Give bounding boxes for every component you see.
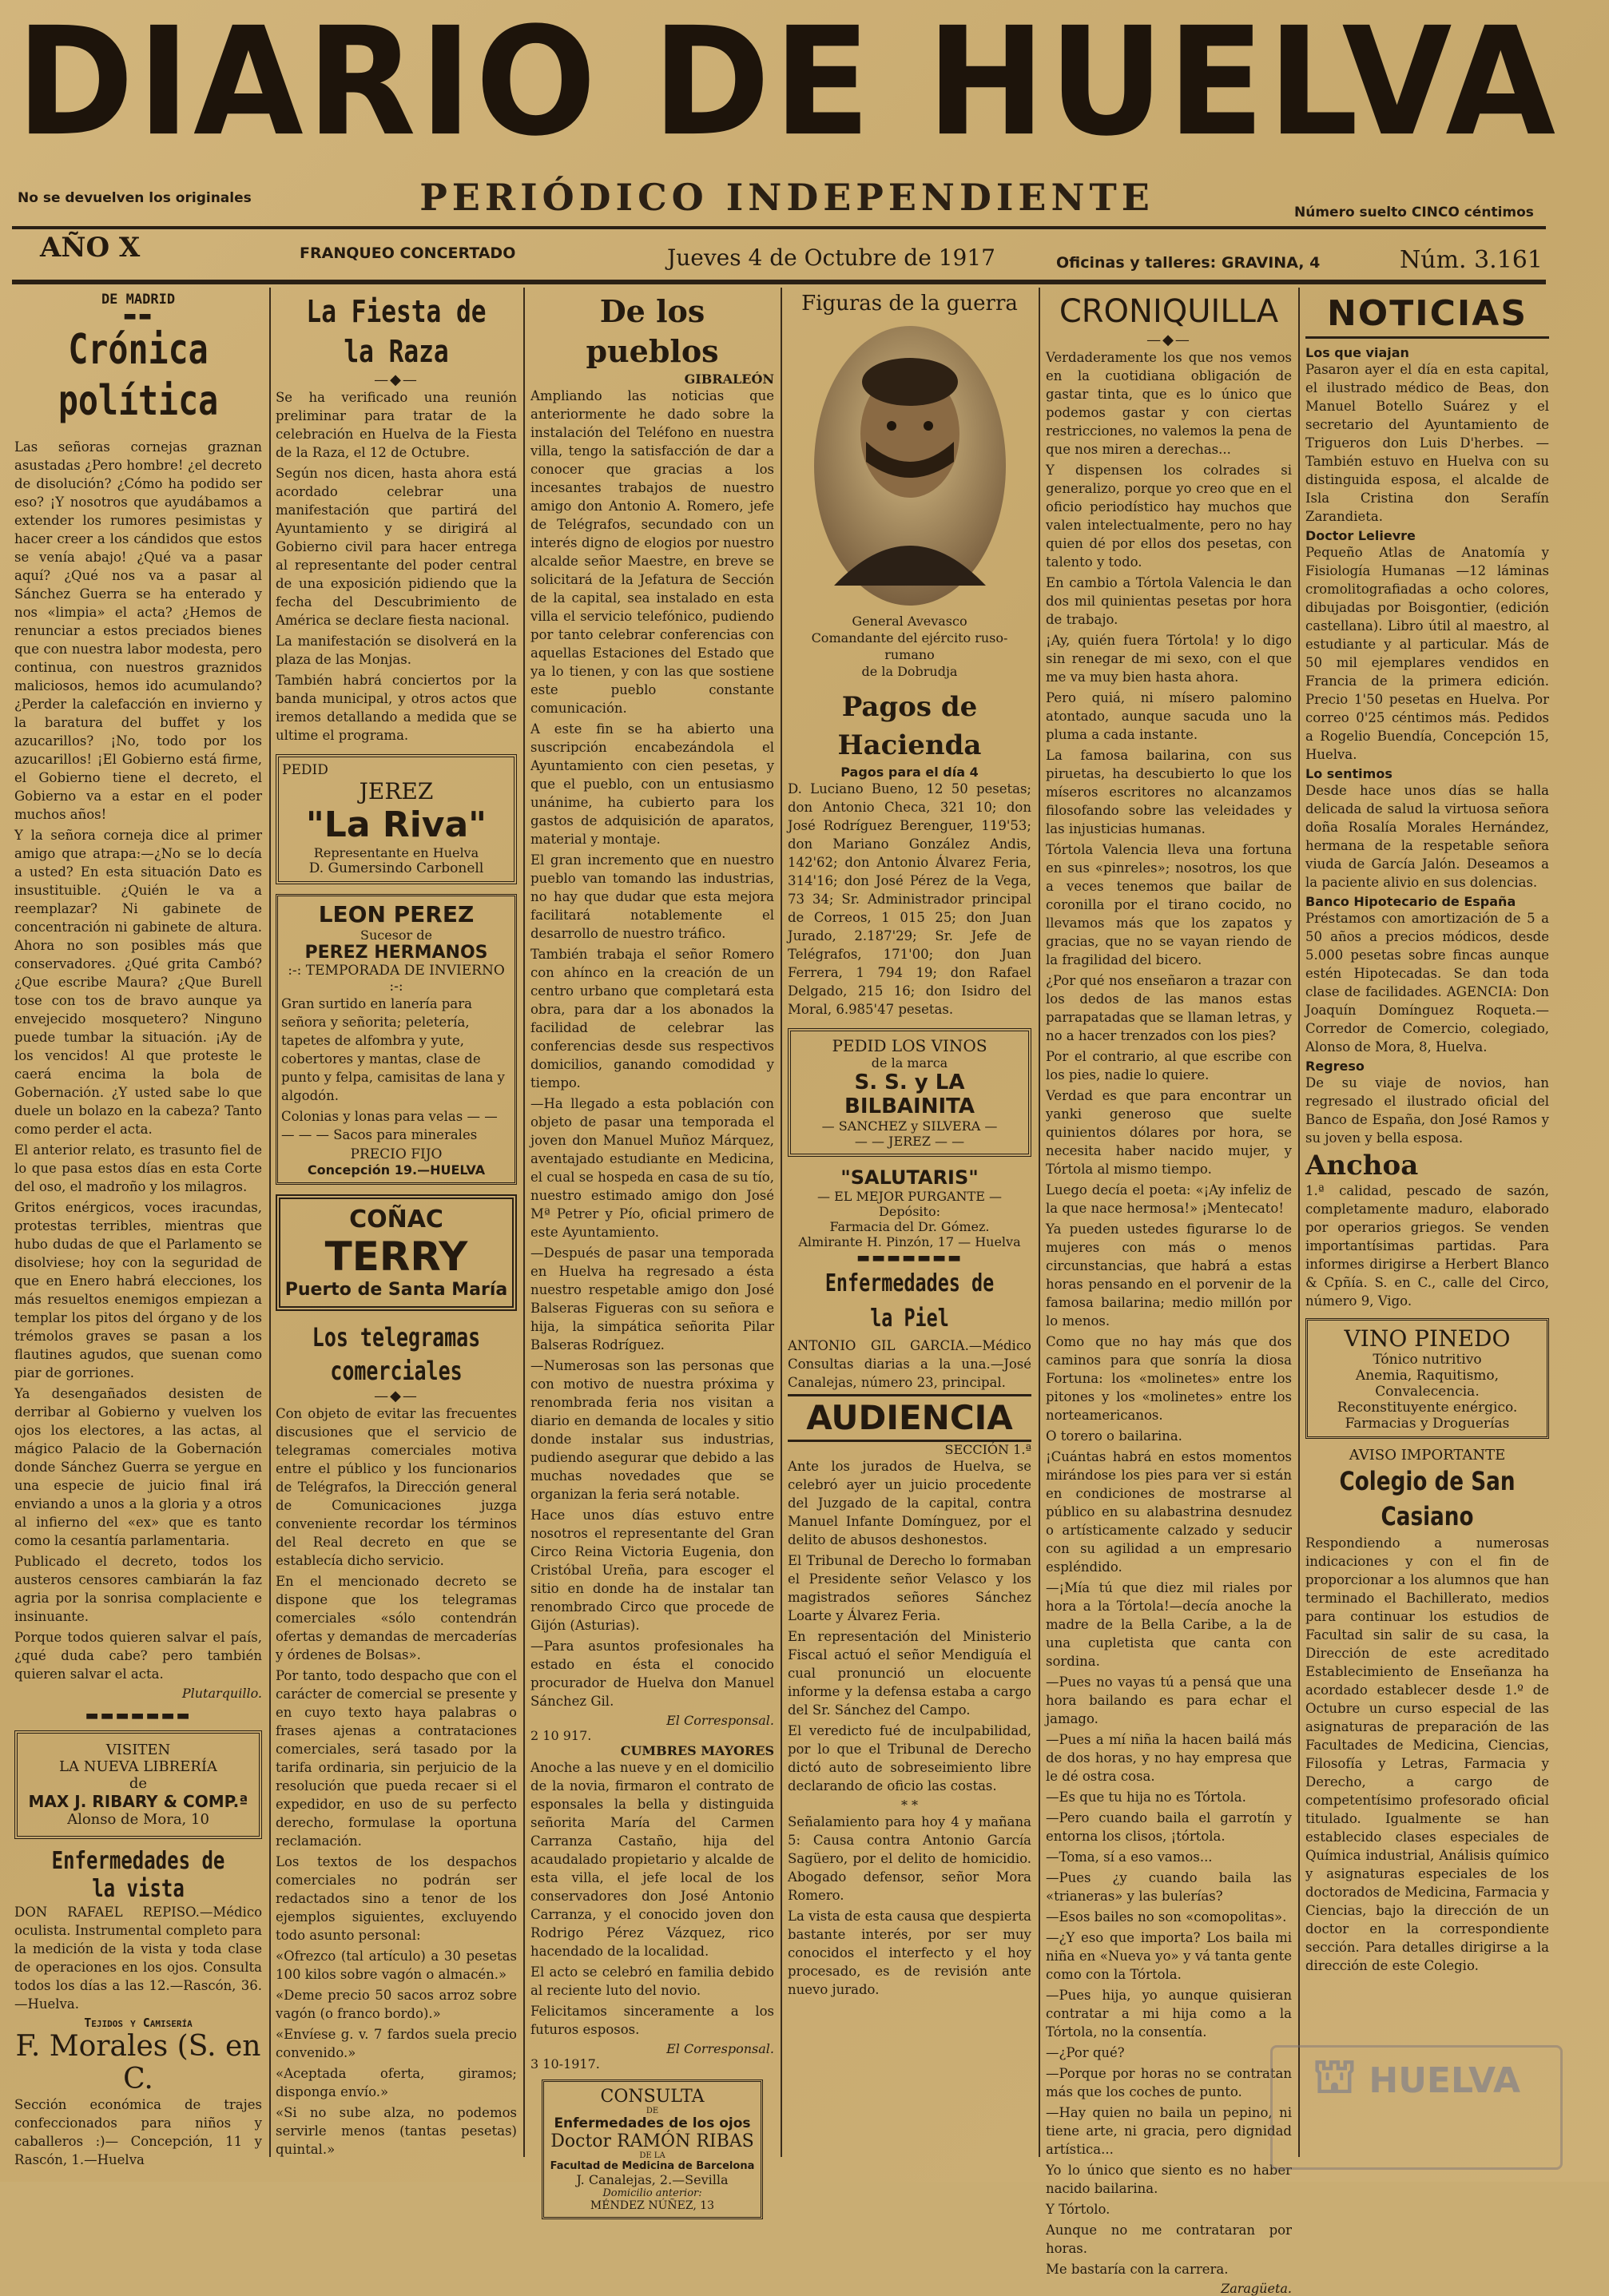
column-croniquilla [1046,292,1292,2296]
article-title: Figuras de la guerra [801,292,1018,316]
paragraph: El veredicto fué de inculpabilidad, por lo que el Tribunal de Derecho dictó auto de sobreseimiento libre declarando de oficio las costas. [788,1723,1031,1794]
ad-line: Doctor RAMÓN RIBAS [550,2131,754,2151]
left-note: No se devuelven los originales [18,190,252,206]
paragraph: Pasaron ayer el día en esta capital, el ilustrado médico de Beas, don Manuel Botello Suárez y el secretario del Ayuntamiento de Trigueros don Luis D'herbes. —También estuvo en Huelva con su distinguida esposa, el alcalde de Isla Cristina don Serafín Zarandieta. [1305,362,1549,524]
top-rule [12,226,1546,229]
ad-line: DE LA [639,2151,665,2160]
paragraph: —Después de pasar una temporada en Huelva ha regresado a ésta nuestro respetable amigo don José Balseras Figueras con su señora e hija, la simpática señorita Pilar Balseras Rodríguez. [530,1245,774,1353]
issue-date: Jueves 4 de Octubre de 1917 [667,244,995,271]
ad-line: Tónico nutritivo [1373,1352,1482,1368]
signature: Plutarquillo. [181,1686,262,1701]
ad-line: VINO PINEDO [1344,1325,1511,1352]
news-heading: Doctor Lelievre [1305,528,1416,543]
paragraph: DON RAFAEL REPISO.—Médico oculista. Instrumental completo para la medición de la vista y toda clase de operaciones en los ojos. Consulta todos los días a las 12.—Rascón, 36.—Huelva. [14,1905,262,2012]
ad-line: JEREZ [359,778,434,804]
separator: * * [900,1797,919,1813]
riva-ad [276,754,517,884]
paragraph: Pequeño Atlas de Anatomía y Fisiología Humanas —12 láminas cromolitografiadas a ocho colores, dibujadas por Boisgontier, (edición castellana). Libro útil al maestro, al estudiante y al particular. Más de 50 mil ejemplares vendidos en Francia de la primera edición. Precio 1'50 pesetas en Huelva. Por correo 0'25 céntimos más. Pedidos a Rogelio Buendía, Concepción 15, Huelva. [1305,545,1549,762]
place-name: CUMBRES MAYORES [620,1743,774,1758]
kicker: DE MADRID [101,292,176,308]
column-noticias [1305,292,1549,2153]
ad-line: LEON PEREZ [318,901,475,928]
paragraph: También habrá conciertos por la banda municipal, y otros actos que iremos detallando a medida que se ultime el programa. [276,673,517,743]
paragraph: Me bastaría con la carrera. [1046,2262,1229,2277]
paragraph: Sección económica de trajes confeccionados para niños y caballeros :)— Concepción, 11 y Rascón, 1.—Huelva [14,2097,262,2167]
paragraph: «Deme precio 50 sacos arroz sobre vagón (o franco bordo).» [276,1988,517,2021]
paragraph: Como que no hay más que dos caminos para que sonría la diosa Fortuna: los «molinetes» entre los pitones y los «molinetes» entre los norteamericanos. [1046,1334,1292,1423]
section-title: Enfermedades de la vista [51,1847,225,1903]
paragraph: «Envíese g. v. 7 fardos suela precio convenido.» [276,2027,517,2060]
ad-line: :-: TEMPORADA DE INVIERNO :-: [288,963,505,995]
ad-line: D. Gumersindo Carbonell [308,860,484,876]
ad-line: Farmacia del Dr. Gómez. [829,1219,990,1234]
paragraph: Señalamiento para hoy 4 y mañana 5: Causa contra Antonio García Sagüero, por el delito de homicidio. Abogado defensor, señor Mora Romero. [788,1814,1031,1903]
paragraph: Con objeto de evitar las frecuentes discusiones que el servicio de telegramas comerciales motiva entre el público y los funcionarios de Telégrafos, la Dirección general de Comunicaciones juzga conveniente recordar los términos del Real decreto en que se establecía dicho servicio. [276,1406,517,1568]
section-title: Enfermedades de la Piel [824,1269,995,1333]
ad-line: MÉNDEZ NÚÑEZ, 13 [590,2199,715,2212]
ad-line: S. S. y LA BILBAINITA [844,1071,975,1118]
ad-line: Gran surtido en lanería para señora y señorita; peletería, tapetes de alfombra y yute, cobertores y mantas, clase de punto y felpa, camisitas de lana y algodón. [281,996,505,1103]
section-subtitle: SECCIÓN 1.ª [944,1442,1031,1457]
ad-line: Puerto de Santa María [284,1280,508,1300]
paragraph: —¿Y eso que importa? Los baila mi niña en «Nueva yo» y vá tanta gente como con la Tórtola. [1046,1930,1292,1982]
paragraph: Verdaderamente los que nos vemos en la cuotidiana obligación de gastar tinta, que es lo único que podemos gastar y con ciertas restricciones, no valemos la pena de que nos miren a derechas... [1046,350,1292,457]
paragraph: Y la señora corneja dice al primer amigo que atrapa:—¿No se lo decía a usted? En esta situación Dato es insustituible. ¿Quién le va a reemplazar? Ni gabinete de concentración ni gabinete de altura. Ahora no son posibles más que conservadores. ¿Qué grita Cambó? ¿Que escribe Maura? ¿Que Burell tose con tos de bravo aunque ya envejecido mosquetero? Ninguno puede tumbar la situación. ¡Ay de los vencidos! Al que proteste le caerá encima la bola de Gobernación. ¿Y usted sabe lo que duele un bolazo en la cabeza? Tanto como perder el acta. [14,828,262,1137]
ad-line: Almirante H. Pinzón, 17 — Huelva [798,1234,1021,1249]
salutaris-ad [788,1166,1031,1249]
column-pueblos [530,292,774,2212]
column-figuras [788,292,1031,2153]
ad-line: COÑAC [349,1206,443,1233]
ad-line: PRECIO FIJO [350,1146,443,1162]
paragraph: De su viaje de novios, han regresado el ilustrado oficial del Banco de España, don José Ramos y su joven y bella esposa. [1305,1075,1549,1146]
paragraph: —Pues no vayas tú a pensá que una hora bailando es para echar el jamago. [1046,1674,1292,1726]
column-divider [1298,288,1300,2157]
ad-line: Sucesor de [360,928,432,943]
paragraph: Préstamos con amortización de 5 a 50 años a precios módicos, desde 5.000 pesetas sobre fincas aunque estén Hipotecadas. Se dan toda clase de facilidades. AGENCIA: Don Joaquín Domínguez Roqueta.—Corredor de Comercio, colegiado, Alonso de Mora, 8, Huelva. [1305,911,1549,1055]
dateline: 3 10-1917. [530,2056,600,2072]
article-title: NOTICIAS [1305,292,1549,339]
paragraph: En cambio a Tórtola Valencia le dan dos mil quinientas pesetas por hora de trabajo. [1046,575,1292,627]
ad-line: VISITEN [105,1742,171,1758]
paragraph: También trabaja el señor Romero con ahínco en la creación de un centro urbano que completará esta obra, para dar a los abonados la facilidad de celebrar las conferencias desde sus respectivos domicilios, ganando comodidad y tiempo. [530,947,774,1090]
paragraph: ANTONIO GIL GARCIA.—Médico Consultas diarias a la una.—José Canalejas, número 23, principal. [788,1338,1031,1390]
signature: El Corresponsal. [666,1713,774,1728]
paragraph: ¿Por qué nos enseñaron a trazar con los dedos de las manos estas parrapatadas que se llaman letras, y no a hacer trenzados con los pies? [1046,973,1292,1043]
paragraph: Y Tórtolo. [1046,2202,1110,2217]
paragraph: —Numerosas son las personas que con motivo de nuestra próxima y renombrada feria nos visitan a diario en demanda de locales y sitio donde instalar sus industrias, pudiendo asegurar que debido a las muchas novedades que se organizan la feria será notable. [530,1358,774,1502]
news-heading: Banco Hipotecario de España [1305,894,1516,909]
paragraph: El gran incremento que en nuestro pueblo van tomando las industrias, no hay que dudar que esta mejora facilitará notablemente el desarrollo de nuestro tráfico. [530,852,774,941]
ad-line: "La Riva" [305,804,487,845]
paragraph: O torero o bailarina. [1046,1428,1182,1444]
masthead-subtitle: PERIÓDICO INDEPENDIENTE [419,176,1154,219]
notice-label: AVISO IMPORTANTE [1349,1447,1506,1464]
section-subtitle: Pagos para el día 4 [840,765,979,780]
ribas-ad [542,2080,763,2219]
article-title: De los pueblos [586,293,719,369]
section-title: Pagos de Hacienda [837,691,982,761]
shop-name: F. Morales (S. en C. [15,2030,261,2095]
paragraph: Por el contrario, al que escribe con los pies, nadie lo quiere. [1046,1049,1292,1082]
ornament: —◆— [374,371,419,388]
paragraph: Ante los jurados de Huelva, se celebró ayer un juicio procedente del Juzgado de la capital, contra Manuel Infante Domínguez, por el delito de abusos deshonestos. [788,1459,1031,1547]
vinos-ad [788,1028,1031,1157]
paragraph: Verdad es que para encontrar un yanki generoso que suelte quinientos dólares por hora, se necesita haber nacido mujer, y Tórtola al mismo tiempo. [1046,1088,1292,1177]
library-stamp [1270,2045,1563,2170]
paragraph: D. Luciano Bueno, 12 50 pesetas; don Antonio Checa, 321 10; don José Rodríguez Berenguer, 119'53; don Mariano González Andis, 142'62; don Antonio Álvarez Feria, 314'16; don José Pérez de la Vega, 73 34; Sr. Administrador principal de Correos, 1 015 25; don Juan Jurado, 2.187'29; Sr. Jefe de Telégrafos, 171'00; don Juan Ferrera, 1 794 19; don Rafael Delgado, 215 16; don Isidro del Moral, 6.985'47 pesetas. [788,781,1031,1017]
ornament: —◆— [374,1388,419,1404]
ad-line: — EL MEJOR PURGANTE — [817,1189,1002,1204]
paragraph: —Pues hija, yo aunque quisieran contratar a mi hija como a la Tórtola, no la consentía. [1046,1988,1292,2040]
ad-line: — — JEREZ — — [854,1134,965,1149]
header-rule [12,280,1546,284]
dateline: 2 10 917. [530,1728,592,1743]
ad-line: Representante en Huelva [313,845,479,860]
paragraph: Las señoras cornejas graznan asustadas ¿Pero hombre! ¿el decreto de disolución? ¿Cómo ha podido ser eso? ¡Y nosotros que ayudábamos a extender los rumores pesimistas y hacer creer a los cándidos que estos se venía abajo! ¿Qué va a pasar aquí? ¿Qué nos va a pasar al Sánchez Guerra se ha enterado y nos «limpia» el acta? ¿Hemos de renunciar a estos preciados bienes que con nuestra labor modesta, pero continua, con nuestros graznidos maliciosos, hemos ido acumulando? ¿Perder la calefacción en invierno y la baratura del buffet y los azucarillos? ¡No, todo por los azucarillos! ¡El Gobierno está firme, el Gobierno tiene el decreto, el Gobierno va a estar en el poder muchos años! [14,439,262,822]
paragraph: —Porque por horas no se contratan más que los coches de punto. [1046,2066,1292,2099]
paragraph: «Aceptada oferta, giramos; disponga envío.» [276,2066,517,2099]
paragraph: Los textos de los despachos comerciales no podrán ser redactados sino a tenor de los ejemplos siguientes, excluyendo todo asunto personal: [276,1854,517,1943]
paragraph: ¡Cuántas habrá en estos momentos mirándose los pies para ver si están en condiciones de mostrarse al público en su alabastrina desnudez o artísticamente calzado y seducir con su agilidad a un empresario espléndido. [1046,1449,1292,1575]
ad-line: Domicilio anterior: [602,2187,702,2199]
paragraph: Ya pueden ustedes figurarse lo de mujeres con más o menos circunstancias, que habrá a estas horas pensando en el porvenir de la famosa bailarina; medio millón por lo menos. [1046,1221,1292,1329]
right-note: Número suelto CINCO céntimos [1294,205,1534,220]
paragraph: —Pues a mí niña la hacen bailá más de dos horas, y no hay empresa que le dé ostra cosa. [1046,1732,1292,1784]
paragraph: —Para asuntos profesionales ha estado en ésta el conocido procurador de Huelva don Manuel Sánchez Gil. [530,1639,774,1709]
ad-line: TERRY [324,1233,468,1280]
article-title: CRONIQUILLA [1059,293,1279,330]
paragraph: Luego decía el poeta: «¡Ay infeliz de la que nace hermosa!» ¡Mentecato! [1046,1182,1292,1216]
ornament: ▬▬▬▬▬▬▬ [856,1249,963,1266]
ad-line: LA NUEVA LIBRERÍA [59,1758,217,1775]
paragraph: Publicado el decreto, todos los austeros censores cambiarán la faz agria por la sonrisa complaciente e insinuante. [14,1554,262,1624]
paragraph: Aunque no me contrataran por horas. [1046,2223,1292,2256]
vino-pinedo-ad [1305,1318,1549,1439]
paragraph: Y dispensen los colrades si generalizo, porque yo creo que en el oficio periodístico hay muchos que valen intelectualmente, pero no hay quien dé por ellos dos pesetas, con talento y todo. [1046,463,1292,570]
paragraph: En representación del Ministerio Fiscal actuó el señor Mendiguía el cual pronunció un elocuente informe y la defensa estaba a cargo del Sr. Sánchez del Campo. [788,1629,1031,1718]
paragraph: Anoche a las nueve y en el domicilio de la novia, firmaron el contrato de esponsales la bella y distinguida señorita María del Carmen Carranza Castaño, hija del acaudalado propietario y alcalde de esta villa, el jefe local de los conservadores don José Antonio Carranza, y el conocido joven don Rodrigo Pérez Vázquez, rico hacendado de la localidad. [530,1760,774,1959]
portrait-caption: General Avevasco [852,614,967,629]
paragraph: En el mencionado decreto se dispone que los telegramas comerciales «sólo contendrán ofertas y demandas de mercaderías y órdenes de Bolsas». [276,1574,517,1662]
ad-line: Anemia, Raquitismo, Convalecencia. [1355,1368,1500,1400]
ad-line: MAX J. RIBARY & COMP.ª [28,1792,248,1811]
paragraph: Gritos enérgicos, voces iracundas, protestas terribles, mientras que hubo dudas de que el Parlamento se disolviese; hoy con la seguridad de que en Enero habrá elecciones, los más resueltos enemigos empiezan a templar los pitos del órgano y de los trémolos graves se pasan a los flautines agudos, que suenan como piar de gorriones. [14,1200,262,1380]
ad-line: de [129,1775,148,1792]
paragraph: —Pues ¿y cuando baila las «trianeras» y las bulerías? [1046,1870,1292,1904]
ad-line: de la marca [871,1055,948,1071]
ad-line: Alonso de Mora, 10 [67,1811,209,1828]
paragraph: Pero quiá, ni mísero palomino atontado, aunque sacuda uno la pluma a cada instante. [1046,690,1292,742]
paragraph: —¡Mía tú que diez mil riales por hora a la Tórtola!—decía anoche la madre de la Bella Caribe, a la de una cupletista que canta con sordina. [1046,1580,1292,1669]
signature: El Corresponsal. [666,2041,774,2056]
ad-line: "SALUTARIS" [840,1166,979,1189]
paragraph: Según nos dicen, hasta ahora está acordado celebrar una manifestación que partirá del Ayuntamiento y se dirigirá al Gobierno civil para hacer entrega al representante del poder central de una exposición pidiendo que la fecha del Descubrimiento de América se declare fiesta nacional. [276,466,517,628]
offices-label: Oficinas y talleres: GRAVINA, 4 [1056,254,1321,272]
general-portrait [810,322,1010,610]
paragraph: —Pero cuando baila el garrotín y entorna los clisos, ¡tórtola. [1046,1810,1292,1844]
paragraph: ¡Ay, quién fuera Tórtola! y lo digo sin renegar de mi sexo, con el que me va muy bien hasta ahora. [1046,633,1292,685]
portrait-caption: Comandante del ejército ruso-rumano [811,630,1008,662]
paragraph: Ampliando las noticias que anteriormente he dado sobre la instalación del Teléfono en nuestra villa, tengo la satisfacción de dar a conocer que gracias a los incesantes trabajos de nuestro amigo don Antonio A. Romero, jefe de Telégrafos, secundado con un interés digno de elogios por nuestro alcalde señor Maestre, en breve se solicitará de la Jefatura de Sección de la capital, sea instalado en esta villa el servicio telefónico, pudiendo por tanto celebrar conferencias con aquellas Estaciones del Estado que ya lo tienen, y con las que sostiene este pueblo constante comunicación. [530,388,774,716]
paragraph: Yo lo único que siento es no haber nacido bailarina. [1046,2163,1292,2196]
place-name: GIBRALEÓN [684,371,774,387]
stamp-text: HUELVA [1369,2060,1521,2101]
paragraph: Respondiendo a numerosas indicaciones y con el fin de proporcionar a los alumnos que han terminado el Bachillerato, medios para continuar los estudios de Facultad sin salir de su casa, la Dirección de este acreditado Establecimiento de Enseñanza ha acordado establecer desde 1.º de Octubre un curso especial de las asignaturas de preparación de las Facultades de Medicina, Ciencias, Filosofía y Letras, Farmacia y Derecho, a cargo de competentísimo profesorado oficial titulado. Igualmente se han establecido clases especiales de Química industrial, Análisis químico y asignaturas especiales de los doctorados de Medicina, Farmacia y Ciencias, bajo la dirección de un doctor en la correspondiente sección. Para detalles dirigirse a la dirección de este Colegio. [1305,1535,1549,1973]
ad-line: DE [646,2107,659,2115]
ad-line: PEDID [282,762,328,778]
paragraph: 1.ª calidad, pescado de sazón, completamente maduro, elaborado por operarios griegos. Se venden importantísimas partidas. Para informes dirigirse a Herbert Blanco & Cpñía. S. en C., calle del Circo, número 9, Vigo. [1305,1183,1549,1309]
ad-line: CONSULTA [600,2087,705,2107]
article-title: La Fiesta de la Raza [306,294,487,369]
column-divider [269,288,271,2157]
library-ad [14,1730,262,1839]
ad-line: J. Canalejas, 2.—Sevilla [576,2172,729,2187]
paragraph: A este fin se ha abierto una suscripción encabezándola el Ayuntamiento con cien pesetas, y que el pueblo, con un entusiasmo unánime, ha cubierto para los gastos de adquisición de aparatos, material y montaje. [530,721,774,847]
paragraph: La manifestación se disolverá en la plaza de las Monjas. [276,634,517,667]
paragraph: El anterior relato, es trasunto fiel de lo que pasa estos días en esta Corte del oso, el madroño y los milagros. [14,1142,262,1194]
section-title: Colegio de San Casiano [1339,1466,1516,1531]
ad-line: — SANCHEZ y SILVERA — [821,1118,998,1134]
paragraph: Ya desengañados desisten de derribar al Gobierno y vuelven los ojos los electores, a las actas, al mágico Palacio de la Gobernación donde Sánchez Guerra se yergue en una especie de juicio final irá enviando a unos a la gloria y a otros al infierno del «ex» que es tanto como la cesantía parlamentaria. [14,1386,262,1548]
paragraph: Porque todos quieren salvar el país, ¿qué duda cabe? pero también quieren salvar el acta. [14,1630,262,1682]
column-divider [781,288,782,2157]
paragraph: —Es que tu hija no es Tórtola. [1046,1790,1246,1805]
article-title: Crónica política [58,326,219,425]
ad-line: Reconstituyente enérgico. [1337,1400,1518,1416]
kicker: Tejidos y Camisería [84,2016,193,2030]
paragraph: Por tanto, todo despacho que con el carácter de comercial se presente y en cuyo texto haya palabras o frases ajenas a contrataciones comerciales, será tasado por la tarifa ordinaria, sin perjuicio de la resolución que pueda recaer si el expedidor, en uso de su perfecto derecho, formulase la oportuna reclamación. [276,1668,517,1849]
signature: Zaragüeta. [1221,2281,1292,2296]
portrait-caption: de la Dobrudja [861,664,958,679]
paragraph: —Esos bailes no son «comopolitas». [1046,1909,1287,1925]
ad-line: Depósito: [879,1204,940,1219]
section-title: Los telegramas comerciales [312,1322,481,1386]
news-heading: Regreso [1305,1059,1365,1074]
column-divider [1039,288,1040,2157]
paragraph: Felicitamos sinceramente a los futuros esposos. [530,2004,774,2037]
ad-line: PEDID LOS VINOS [832,1036,987,1055]
paragraph: —Toma, sí a eso vamos... [1046,1849,1213,1865]
paragraph: Hace unos días estuvo entre nosotros el representante del Gran Circo Reina Victoria Eugenia, don Cristóbal Ureña, para escoger el sitio en donde ha de instalar tan renombrado Circo que procede de Gijón (Asturias). [530,1507,774,1633]
news-heading: Los que viajan [1305,345,1409,360]
paragraph: La famosa bailarina, con sus piruetas, ha descubierto lo que los míseros escritores no alcanzamos filosofando sobre las veleidades y las injusticias humanas. [1046,748,1292,836]
year-label: AÑO X [40,232,141,264]
ad-line: Facultad de Medicina de Barcelona [550,2160,755,2172]
paragraph: —Ha llegado a esta población con objeto de pasar una temporada el joven don Manuel Muñoz Márquez, aventajado estudiante en Medicina, el cual se hospeda en casa de su tío, nuestro estimado amigo don José Mª Petrer y Pío, oficial primero de este Ayuntamiento. [530,1096,774,1240]
ornament: —◆— [1146,332,1191,348]
paragraph: —Hay quien no baila un pepino, ni tiene arte, ni gracia, pero dignidad artística... [1046,2105,1292,2157]
paragraph: El Tribunal de Derecho lo formaban el Presidente señor Velasco y los magistrados señores Sánchez Loarte y Álvarez Feria. [788,1553,1031,1623]
paragraph: «Si no sube alza, no podemos servirle menos (tantas pesetas) quintal.» [276,2105,517,2157]
ad-line: Colonias y lonas para velas — — — — — Sacos para minerales [281,1109,498,1142]
ornament: ▬▬ [122,308,153,324]
section-title: AUDIENCIA [788,1394,1031,1442]
paragraph: «Ofrezco (tal artículo) a 30 pesetas 100 kilos sobre vagón o almacén.» [276,1948,517,1982]
issue-number: Núm. 3.161 [1400,246,1543,274]
building-icon: ⛫ [1312,2048,1357,2104]
column-divider [523,288,525,2157]
ad-line: Enfermedades de los ojos [554,2115,751,2131]
paragraph: Se ha verificado una reunión preliminar para tratar de la celebración en Huelva de la Fiesta de la Raza, el 12 de Octubre. [276,390,517,460]
masthead-title: DIARIO DE HUELVA [16,0,1559,169]
terry-ad [276,1194,517,1311]
column-fiesta [276,292,517,2157]
ornament: ▬▬▬▬▬▬▬ [85,1707,192,1724]
postage-label: FRANQUEO CONCERTADO [300,244,516,262]
paragraph: Tórtola Valencia lleva una fortuna en sus «pinreles»; nosotros, los que a veces tenemos que bailar de coronilla por el tirano cocido, no llevamos más que los zapatos y gracias, que no se vayan riendo de la fragilidad del bicero. [1046,842,1292,967]
paragraph: —¿Por qué? [1046,2045,1125,2060]
paragraph: Desde hace unos días se halla delicada de salud la virtuosa señora doña Rosalía Morales Hernández, hermana de la respetable señora viuda de García Jalón. Deseamos a la paciente alivio en sus dolencias. [1305,783,1549,890]
paragraph: La vista de esta causa que despierta bastante interés, por ser muy conocidos el interfecto y el hoy procesado, es de revisión ante nuevo jurado. [788,1909,1031,1997]
leon-perez-ad [276,894,517,1185]
ad-line: Concepción 19.—HUELVA [307,1162,486,1178]
news-heading: Lo sentimos [1305,766,1392,781]
ad-line: Farmacias y Droguerías [1345,1416,1510,1432]
news-heading: Anchoa [1305,1150,1419,1182]
paragraph: El acto se celebró en familia debido al reciente luto del novio. [530,1964,774,1998]
ad-line: PEREZ HERMANOS [304,943,488,963]
column-cronica [14,292,262,2167]
